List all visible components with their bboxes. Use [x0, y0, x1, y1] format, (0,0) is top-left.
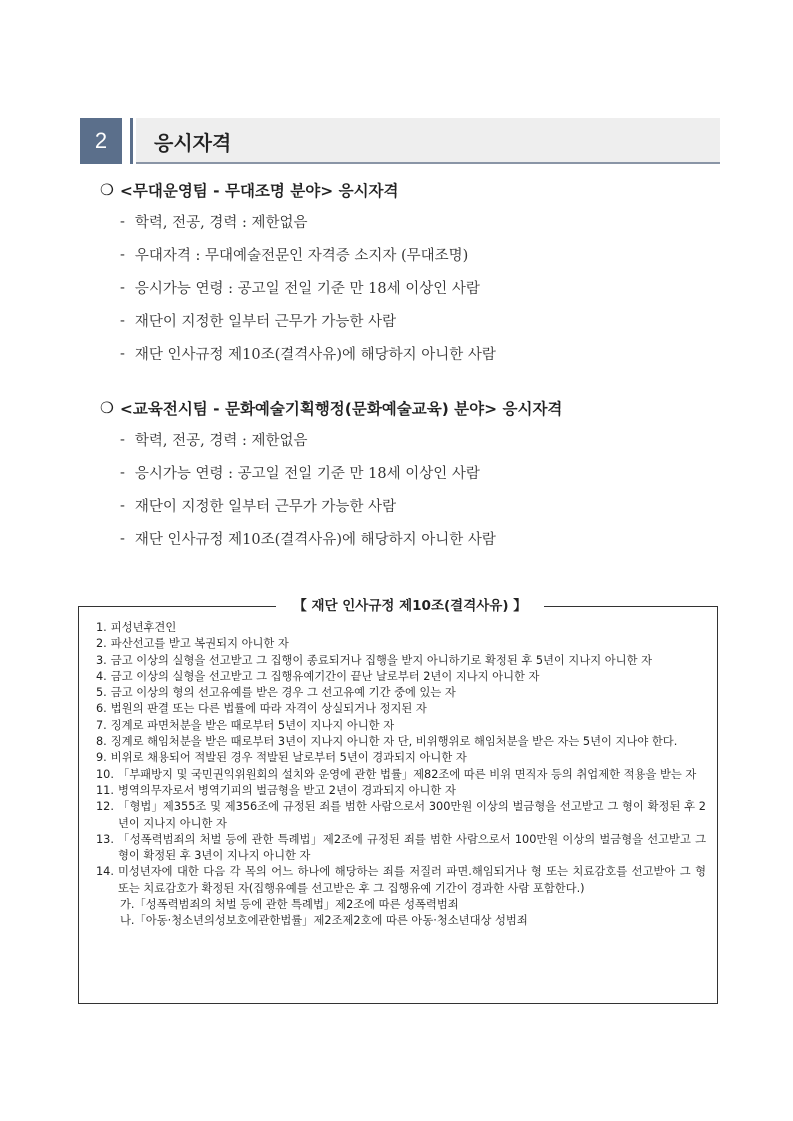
regulation-item — [96, 783, 706, 799]
list-item — [120, 489, 720, 522]
regulation-item — [96, 734, 706, 750]
dash-bullet-icon: - — [120, 497, 125, 514]
list-item — [120, 238, 720, 271]
regulation-item-number: 1. — [96, 621, 107, 634]
list-item — [120, 304, 720, 337]
regulation-item — [96, 718, 706, 734]
dash-bullet-icon: - — [120, 246, 125, 263]
regulation-item — [96, 864, 706, 897]
regulation-item-number: 7. — [96, 718, 107, 732]
regulation-subitem-text: 나.「아동·청소년의성보호에관한법률」제2조제2호에 따른 아동·청소년대상 성범죄 — [120, 914, 528, 928]
regulation-item-text: 징계로 파면처분을 받은 때로부터 5년이 지나지 아니한 자 — [110, 718, 395, 732]
regulation-item-number: 10. — [96, 767, 114, 781]
regulation-item-number: 12. — [96, 800, 114, 814]
regulation-box-top-border — [78, 606, 276, 607]
regulation-subitem-text: 가.「성폭력범죄의 처벌 등에 관한 특례법」제2조에 따른 성폭력범죄 — [120, 898, 459, 912]
regulation-subitem — [96, 897, 706, 913]
regulation-item-number: 9. — [96, 751, 107, 765]
regulation-item-text: 금고 이상의 실형을 선고받고 그 집행유예기간이 끝난 날로부터 2년이 지나지 아니한 자 — [110, 669, 540, 683]
regulation-item-text: 피성년후견인 — [110, 621, 177, 634]
regulation-item — [96, 832, 706, 865]
qualification-group-arts-education — [100, 393, 720, 555]
regulation-item-number: 3. — [96, 653, 107, 667]
regulation-item-number: 8. — [96, 735, 107, 749]
regulation-item — [96, 685, 706, 701]
regulation-item-number: 4. — [96, 669, 107, 683]
item-text: 재단 인사규정 제10조(결격사유)에 해당하지 아니한 사람 — [134, 532, 496, 548]
circle-bullet-icon: ❍ — [100, 399, 114, 417]
regulation-item-number: 6. — [96, 702, 107, 716]
regulation-item-text: 파산선고를 받고 복권되지 아니한 자 — [110, 637, 289, 651]
section-separator — [130, 118, 133, 164]
item-text: 재단이 지정한 일부터 근무가 가능한 사람 — [134, 499, 397, 515]
item-text: 학력, 전공, 경력 : 제한없음 — [134, 215, 308, 231]
regulation-item-text: 「형법」제355조 및 제356조에 규정된 죄를 범한 사람으로서 300만원 이상의 벌금형을 선고받고 그 형이 확정된 후 2년이 지나지 아니한 자 — [117, 800, 706, 830]
list-item — [120, 522, 720, 555]
dash-bullet-icon: - — [120, 345, 125, 362]
regulation-item — [96, 750, 706, 766]
dash-bullet-icon: - — [120, 312, 125, 329]
list-item — [120, 271, 720, 304]
regulation-item-number: 14. — [96, 865, 114, 879]
regulation-item-text: 금고 이상의 실형을 선고받고 그 집행이 종료되거나 집행을 받지 아니하기로 확정된 후 5년이 지나지 아니한 자 — [110, 653, 653, 667]
regulation-item-number: 11. — [96, 783, 114, 797]
regulation-item — [96, 620, 706, 636]
item-text: 재단이 지정한 일부터 근무가 가능한 사람 — [134, 314, 397, 330]
list-item — [120, 423, 720, 456]
section-number: 2 — [80, 118, 122, 164]
regulation-box-top-border — [544, 606, 718, 607]
regulation-item-text: 비위로 채용되어 적발된 경우 적발된 날로부터 5년이 경과되지 아니한 자 — [110, 751, 467, 765]
regulation-item — [96, 799, 706, 832]
regulation-item-number: 5. — [96, 686, 107, 700]
dash-bullet-icon: - — [120, 213, 125, 230]
regulation-item — [96, 636, 706, 652]
regulation-item-text: 법원의 판결 또는 다른 법률에 따라 자격이 상실되거나 정지된 자 — [110, 702, 427, 716]
item-text: 응시가능 연령 : 공고일 전일 기준 만 18세 이상인 사람 — [134, 466, 480, 482]
regulation-item — [96, 669, 706, 685]
item-text: 재단 인사규정 제10조(결격사유)에 해당하지 아니한 사람 — [134, 347, 496, 363]
section-header — [80, 118, 720, 164]
circle-bullet-icon: ❍ — [100, 181, 114, 199]
item-text: 학력, 전공, 경력 : 제한없음 — [134, 433, 308, 449]
dash-bullet-icon: - — [120, 279, 125, 296]
regulation-item — [96, 701, 706, 717]
group-heading — [100, 393, 720, 423]
regulation-item-text: 「부패방지 및 국민권익위원회의 설치와 운영에 관한 법률」제82조에 따른 비위 면직자 등의 취업제한 적용을 받는 자 — [117, 767, 697, 781]
section-title: 응시자격 — [154, 130, 232, 155]
dash-bullet-icon: - — [120, 464, 125, 481]
regulation-item-text: 병역의무자로서 병역기피의 벌금형을 받고 2년이 경과되지 아니한 자 — [117, 783, 456, 797]
regulation-subitem — [96, 913, 706, 929]
group-heading-text: <교육전시팀 - 문화예술기획행정(문화예술교육) 분야> 응시자격 — [119, 400, 563, 418]
dash-bullet-icon: - — [120, 530, 125, 547]
regulation-item-text: 금고 이상의 형의 선고유예를 받은 경우 그 선고유예 기간 중에 있는 자 — [110, 686, 456, 700]
list-item — [120, 205, 720, 238]
regulation-item-number: 13. — [96, 832, 114, 846]
dash-bullet-icon: - — [120, 431, 125, 448]
qualification-group-stage-lighting — [100, 175, 720, 370]
regulation-list — [96, 620, 706, 930]
item-text: 우대자격 : 무대예술전문인 자격증 소지자 (무대조명) — [134, 248, 469, 264]
group-heading-text: <무대운영팀 - 무대조명 분야> 응시자격 — [119, 182, 399, 200]
regulation-title: 【 재단 인사규정 제10조(결격사유) 】 — [276, 596, 544, 616]
group-heading — [100, 175, 720, 205]
regulation-item — [96, 767, 706, 783]
item-text: 응시가능 연령 : 공고일 전일 기준 만 18세 이상인 사람 — [134, 281, 480, 297]
regulation-item-text: 징계로 해임처분을 받은 때로부터 3년이 지나지 아니한 자 단, 비위행위로 해임처분을 받은 자는 5년이 지나야 한다. — [110, 735, 678, 749]
list-item — [120, 456, 720, 489]
regulation-item — [96, 653, 706, 669]
regulation-item-text: 「성폭력범죄의 처벌 등에 관한 특례법」제2조에 규정된 죄를 범한 사람으로서 100만원 이상의 벌금형을 선고받고 그 형이 확정된 후 3년이 지나지 아니한 자 — [117, 832, 706, 863]
list-item — [120, 337, 720, 370]
regulation-item-text: 미성년자에 대한 다음 각 목의 어느 하나에 해당하는 죄를 저질러 파면.해임되거나 형 또는 치료감호를 선고받아 그 형 또는 치료감호가 확정된 자(집행유예를 선고받은 후 그 집행유예 기간이 경과한 사람 포함한다.) — [117, 865, 706, 895]
regulation-item-number: 2. — [96, 637, 107, 651]
